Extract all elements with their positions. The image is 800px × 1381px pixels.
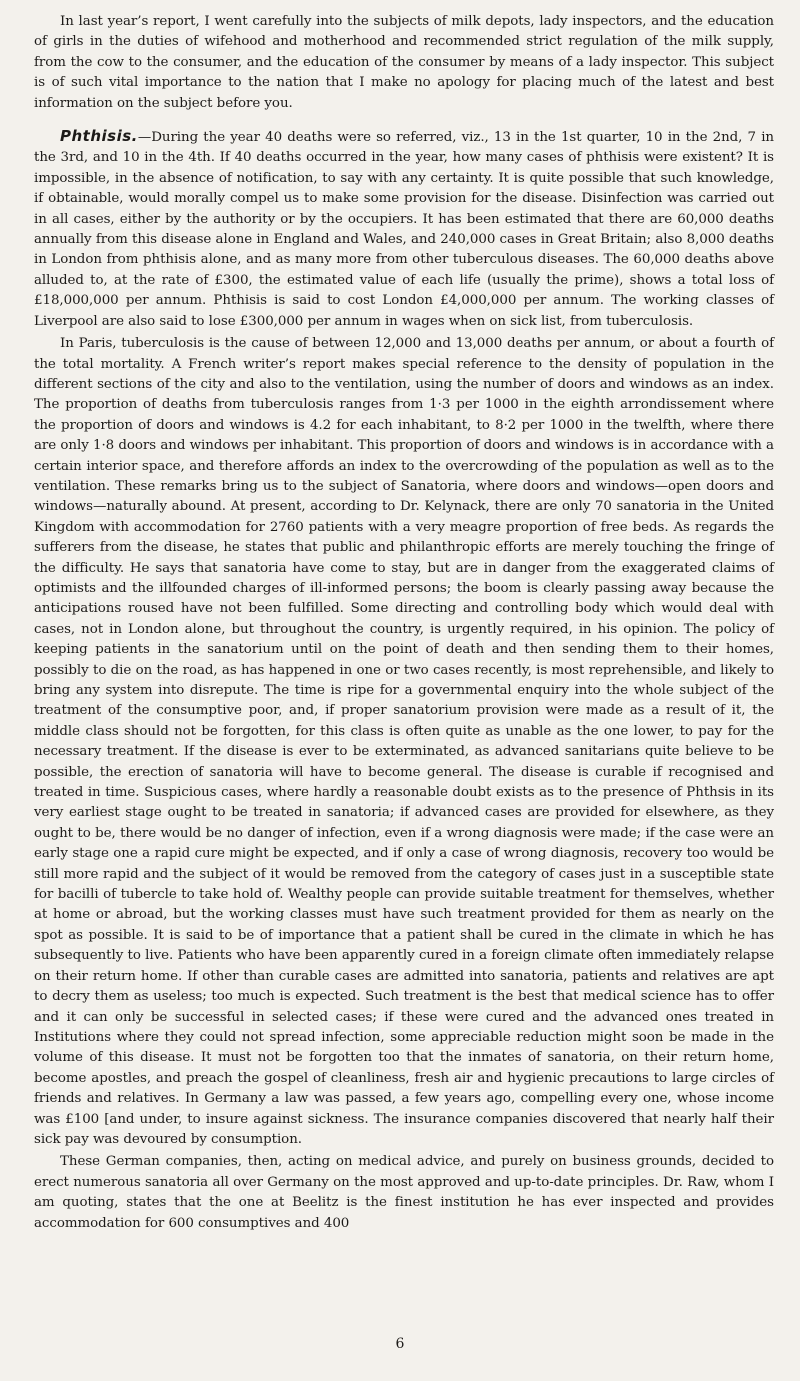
paragraph-phthisis-body: —During the year 40 deaths were so referred, viz., 13 in the 1st quarter, 10 in the 2nd, 7 in the 3rd, and 10 in the 4th. If 40 deaths occurred in the year, how many cases of phthisis were existent? It is impossible, in the absence of notification, to say with any certainty. It is quite possible that such knowledge, if obtainable, would morally compel us to make some provision for the disease. Disinfection was carried out in all cases, either by the authority or by the occupiers. It has been estimated that there are 60,000 deaths annually from this disease alone in England and Wales, and 240,000 cases in Great Britain; also 8,000 deaths in London from phthisis alone, and as many more from other tuberculous diseases. The 60,000 deaths above alluded to, at the rate of £300, the estimated value of each life (usually the prime), shows a total loss of £18,000,000 per annum. Phthisis is said to cost London £4,000,000 per annum. The working classes of Liverpool are also said to lose £300,000 per annum in wages when on sick list, from tuberculosis. xyxy=(34,130,774,329)
page-number: 6 xyxy=(395,1336,405,1352)
paragraph-milk-depots: In last year’s report, I went carefully into the subjects of milk depots, lady inspectors, and the education of girls in the duties of wifehood and motherhood and recommended strict regulation of the milk supply, from the cow to the consumer, and the education of the consumer by means of a lady inspector. This subject is of such vital importance to the nation that I make no apology for placing much of the latest and best information on the subject before you. xyxy=(34,14,774,111)
paragraph-german-companies: These German companies, then, acting on medical advice, and purely on business grounds, decided to erect numerous sanatoria all over Germany on the most approved and up-to-date principles. Dr. Raw, whom I am quoting, states that the one at Beelitz is the finest institution he has ever inspected and provides accommodation for 600 consumptives and 400 xyxy=(34,1154,774,1231)
paragraph-paris-sanatoria: In Paris, tuberculosis is the cause of between 12,000 and 13,000 deaths per annum, or about a fourth of the total mortality. A French writer’s report makes special reference to the density of population in the different sections of the city and also to the ventilation, using the number of doors and windows as an index. The proportion of deaths from tuberculosis ranges from 1·3 per 1000 in the eighth arrondissement where the proportion of doors and windows is 4.2 for each inhabitant, to 8·2 per 1000 in the twelfth, where there are only 1·8 doors and windows per inhabitant. This proportion of doors and windows is in accordance with a certain interior space, and therefore affords an index to the overcrowding of the population as well as to the ventilation. These remarks bring us to the subject of Sanatoria, where doors and windows—open doors and windows—naturally abound. At present, according to Dr. Kelynack, there are only 70 sanatoria in the United Kingdom with accommodation for 2760 patients with a very meagre proportion of free beds. As regards the sufferers from the disease, he states that public and philanthropic efforts are merely touching the fringe of the difficulty. He says that sanatoria have come to stay, but are in danger from the exaggerated claims of optimists and the illfounded charges of ill-informed persons; the boom is clearly passing away because the anticipations roused have not been fulfilled. Some directing and controlling body which would deal with cases, not in London alone, but throughout the country, is urgently required, in his opinion. The policy of keeping patients in the sanatorium until on the point of death and then sending them to their homes, possibly to die on the road, as has happened in one or two cases recently, is most reprehensible, and likely to bring any system into disrepute. The time is ripe for a governmental enquiry into the whole subject of the treatment of the consumptive poor, and, if proper sanatorium provision were made as a result of it, the middle class should not be forgotten, for this class is often quite as unable as the one lower, to pay for the necessary treatment. If the disease is ever to be exterminated, as advanced sanitarians quite believe to be possible, the erection of sanatoria will have to become general. The disease is curable if recognised and treated in time. Suspicious cases, where hardly a reasonable doubt exists as to the presence of Phthsis in its very earliest stage ought to be treated in sanatoria; if advanced cases are provided for elsewhere, as they ought to be, there would be no danger of infection, even if a wrong diagnosis were made; if the case were an early stage one a rapid cure might be expected, and if only a case of wrong diagnosis, recovery too would be still more rapid and the subject of it would be removed from the category of cases just in a susceptible state for bacilli of tubercle to take hold of. Wealthy people can provide suitable treatment for themselves, whether at home or abroad, but the working classes must have such treatment provided for them as nearly on the spot as possible. It is said to be of importance that a patient shall be cured in the climate in which he has subsequently to live. Patients who have been apparently cured in a foreign climate often immediately relapse on their return home. If other than curable cases are admitted into sanatoria, patients and relatives are apt to decry them as useless; too much is expected. Such treatment is the best that medical science has to offer and it can only be successful in selected cases; if these were cured and the advanced ones treated in Institutions where they could not spread infection, some appreciable reduction might soon be made in the volume of this disease. It must not be forgotten too that the inmates of sanatoria, on their return home, become apostles, and preach the gospel of cleanliness, fresh air and hygienic precautions to large circles of friends and relatives. In Germany a law was passed, a few years ago, compelling every one, whose income was £100 [and under, to insure against sickness. The insurance companies discovered that nearly half their sick pay was devoured by consumption. xyxy=(34,336,774,1147)
paragraph-phthisis xyxy=(34,126,774,332)
section-heading-phthisis: Phthisis. xyxy=(60,127,138,146)
